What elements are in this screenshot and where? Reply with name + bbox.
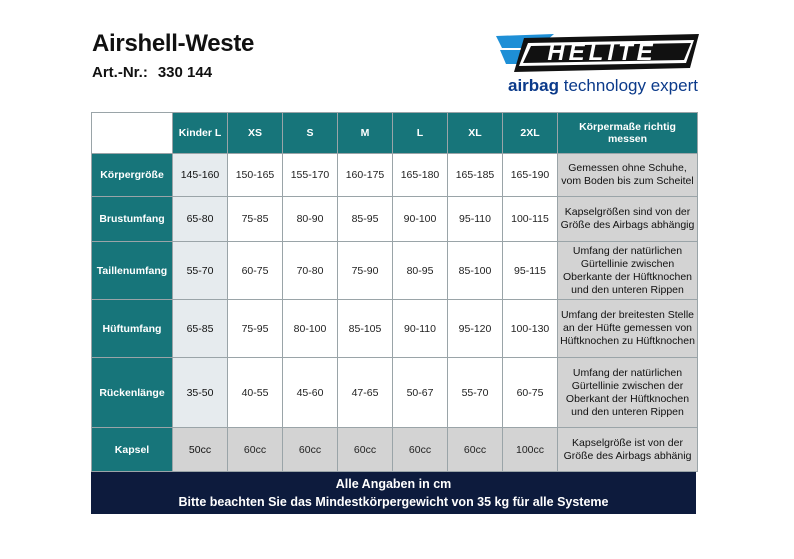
- table-cell: 165-180: [393, 154, 448, 197]
- size-table: [91, 112, 698, 472]
- table-cell: 75-85: [228, 197, 283, 242]
- table-cell: 60cc: [393, 428, 448, 472]
- measure-note: Kapselgröße ist von der Größe des Airbags abhänig: [558, 428, 698, 472]
- column-header: Kinder L: [173, 113, 228, 154]
- table-cell: 90-110: [393, 300, 448, 358]
- table-cell: 70-80: [283, 242, 338, 300]
- table-cell: 40-55: [228, 358, 283, 428]
- measure-note: Gemessen ohne Schuhe, vom Boden bis zum Scheitel: [558, 154, 698, 197]
- table-cell: 100-115: [503, 197, 558, 242]
- row-label: Hüftumfang: [92, 300, 173, 358]
- table-corner: [92, 113, 173, 154]
- footer-banner: [91, 472, 696, 514]
- table-cell: 55-70: [173, 242, 228, 300]
- table-row: [92, 358, 698, 428]
- table-cell: 85-100: [448, 242, 503, 300]
- table-cell: 95-115: [503, 242, 558, 300]
- column-header: S: [283, 113, 338, 154]
- table-cell: 60-75: [228, 242, 283, 300]
- table-cell: 65-85: [173, 300, 228, 358]
- table-cell: 165-185: [448, 154, 503, 197]
- table-header-row: [92, 113, 698, 154]
- table-row: [92, 154, 698, 197]
- table-cell: 65-80: [173, 197, 228, 242]
- table-cell: 35-50: [173, 358, 228, 428]
- table-cell: 85-105: [338, 300, 393, 358]
- article-number-value: 330 144: [157, 64, 213, 81]
- row-label: Taillenumfang: [92, 242, 173, 300]
- table-cell: 75-90: [338, 242, 393, 300]
- table-cell: 95-110: [448, 197, 503, 242]
- table-row: [92, 242, 698, 300]
- table-cell: 80-90: [283, 197, 338, 242]
- measure-note: Umfang der natürlichen Gürtellinie zwischen der Oberkant der Hüftknochen und den unteren Rippen: [558, 358, 698, 428]
- table-cell: 80-100: [283, 300, 338, 358]
- row-label: Brustumfang: [92, 197, 173, 242]
- table-cell: 75-95: [228, 300, 283, 358]
- measure-note: Umfang der breitesten Stelle an der Hüfte gemessen von Hüftknochen zu Hüftknochen: [558, 300, 698, 358]
- table-cell: 60cc: [338, 428, 393, 472]
- table-cell: 100cc: [503, 428, 558, 472]
- column-header: 2XL: [503, 113, 558, 154]
- column-header: L: [393, 113, 448, 154]
- row-label: Körpergröße: [92, 154, 173, 197]
- column-header: XS: [228, 113, 283, 154]
- table-row: [92, 300, 698, 358]
- table-cell: 150-165: [228, 154, 283, 197]
- svg-text:HELITE: HELITE: [547, 39, 657, 66]
- table-cell: 50cc: [173, 428, 228, 472]
- table-cell: 90-100: [393, 197, 448, 242]
- article-number: [92, 64, 212, 81]
- note-column-header: Körpermaße richtig messen: [558, 113, 698, 154]
- column-header: XL: [448, 113, 503, 154]
- table-cell: 50-67: [393, 358, 448, 428]
- table-cell: 100-130: [503, 300, 558, 358]
- table-row: [92, 428, 698, 472]
- footer-line-units: Alle Angaben in cm: [335, 477, 452, 491]
- table-cell: 95-120: [448, 300, 503, 358]
- table-cell: 55-70: [448, 358, 503, 428]
- measure-note: Umfang der natürlichen Gürtellinie zwischen Oberkante der Hüftknochen und den unteren Rippen: [558, 242, 698, 300]
- footer-line-weight: Bitte beachten Sie das Mindestkörpergewicht von 35 kg für alle Systeme: [178, 495, 609, 509]
- row-label: Kapsel: [92, 428, 173, 472]
- table-cell: 60-75: [503, 358, 558, 428]
- table-cell: 60cc: [228, 428, 283, 472]
- table-cell: 155-170: [283, 154, 338, 197]
- table-cell: 165-190: [503, 154, 558, 197]
- table-cell: 160-175: [338, 154, 393, 197]
- table-cell: 80-95: [393, 242, 448, 300]
- article-label: Art.-Nr.:: [92, 64, 148, 81]
- measure-note: Kapselgrößen sind von der Größe des Airbags abhängig: [558, 197, 698, 242]
- row-label: Rückenlänge: [92, 358, 173, 428]
- document-title: Airshell-Weste: [92, 30, 255, 57]
- table-cell: 85-95: [338, 197, 393, 242]
- column-header: M: [338, 113, 393, 154]
- table-cell: 60cc: [448, 428, 503, 472]
- table-row: [92, 197, 698, 242]
- table-cell: 45-60: [283, 358, 338, 428]
- table-cell: 47-65: [338, 358, 393, 428]
- table-cell: 145-160: [173, 154, 228, 197]
- logo-tagline: airbag technology expert: [508, 76, 698, 95]
- table-cell: 60cc: [283, 428, 338, 472]
